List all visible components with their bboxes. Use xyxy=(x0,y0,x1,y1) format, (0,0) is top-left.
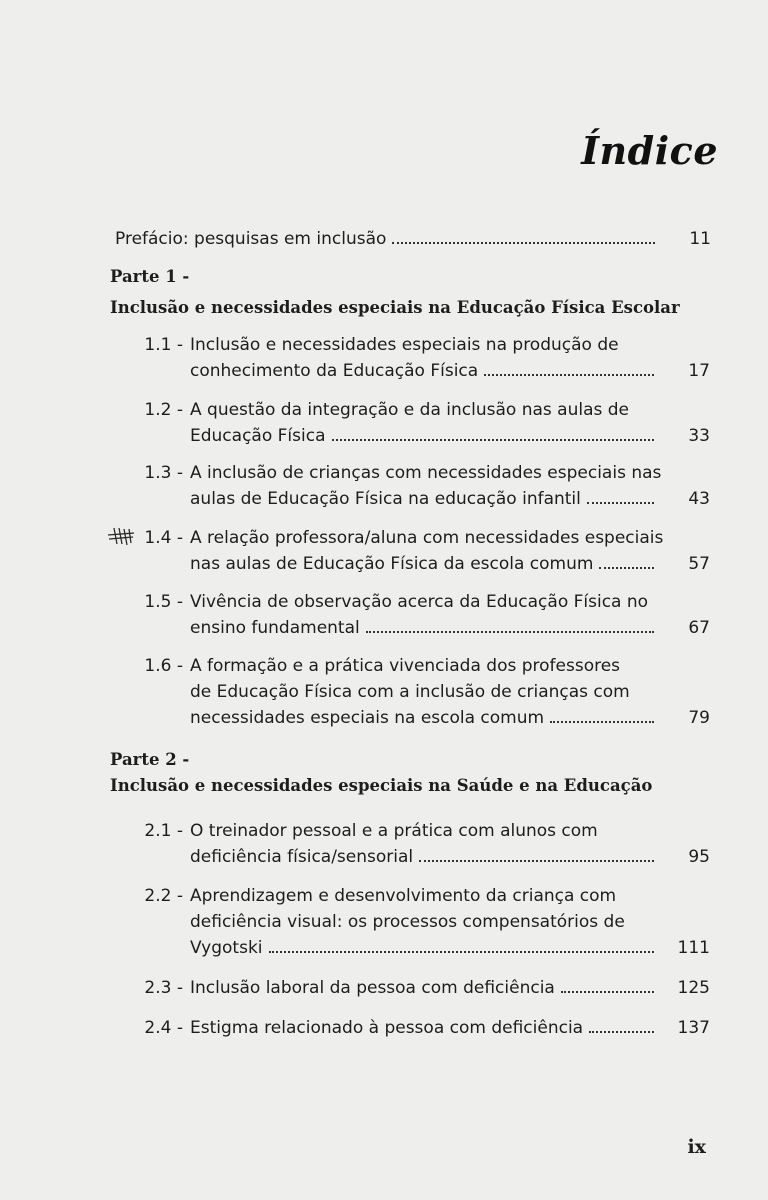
part-2-title: Inclusão e necessidades especiais na Saúde e na Educação xyxy=(110,776,653,795)
entry-number: 2.4 - xyxy=(144,1018,183,1038)
entry-page-number: 137 xyxy=(677,1018,710,1038)
entry-page-number: 57 xyxy=(688,554,710,574)
part-1-title: Inclusão e necessidades especiais na Educação Física Escolar xyxy=(110,298,680,317)
entry-line: deficiência física/sensorial xyxy=(190,847,414,867)
entry-title: Prefácio: pesquisas em inclusão xyxy=(115,229,387,249)
entry-line: A formação e a prática vivenciada dos professores xyxy=(190,656,621,676)
dot-leader xyxy=(599,567,654,569)
part-1-label: Parte 1 - xyxy=(110,267,190,286)
dot-leader xyxy=(561,991,654,993)
entry-line: deficiência visual: os processos compensatórios de xyxy=(190,912,625,932)
entry-page-number: 17 xyxy=(688,361,710,381)
entry-number: 2.3 - xyxy=(144,978,183,998)
entry-line: ensino fundamental xyxy=(190,618,360,638)
entry-line: Inclusão e necessidades especiais na produção de xyxy=(190,335,619,355)
entry-line: Vygotski xyxy=(190,938,263,958)
entry-page-number: 95 xyxy=(688,847,710,867)
dot-leader xyxy=(484,374,654,376)
entry-number: 1.4 - xyxy=(144,528,183,548)
dot-leader xyxy=(589,1031,654,1033)
dot-leader xyxy=(392,242,655,244)
entry-line: conhecimento da Educação Física xyxy=(190,361,479,381)
entry-page-number: 79 xyxy=(688,708,710,728)
entry-line: Vivência de observação acerca da Educação Física no xyxy=(190,592,649,612)
entry-page-number: 111 xyxy=(677,938,710,958)
entry-line: aulas de Educação Física na educação infantil xyxy=(190,489,581,509)
entry-line: Aprendizagem e desenvolvimento da criança com xyxy=(190,886,617,906)
entry-number: 1.1 - xyxy=(144,335,183,355)
part-2-label: Parte 2 - xyxy=(110,750,190,769)
dot-leader xyxy=(332,439,655,441)
entry-line: Estigma relacionado à pessoa com deficiência xyxy=(190,1018,584,1038)
entry-page-number: 33 xyxy=(688,426,710,446)
entry-line: nas aulas de Educação Física da escola comum xyxy=(190,554,594,574)
entry-number: 1.3 - xyxy=(144,463,183,483)
entry-line: A questão da integração e da inclusão nas aulas de xyxy=(190,400,629,420)
entry-number: 1.6 - xyxy=(144,656,183,676)
entry-number: 1.2 - xyxy=(144,400,183,420)
entry-page-number: 11 xyxy=(689,229,711,249)
entry-page-number: 125 xyxy=(677,978,710,998)
dot-leader xyxy=(419,860,654,862)
dot-leader xyxy=(269,951,654,953)
entry-number: 2.2 - xyxy=(144,886,183,906)
entry-page-number: 43 xyxy=(688,489,710,509)
page-number: ix xyxy=(687,1136,706,1158)
dot-leader xyxy=(550,721,654,723)
entry-page-number: 67 xyxy=(688,618,710,638)
dot-leader xyxy=(587,502,654,504)
entry-line: A inclusão de crianças com necessidades especiais nas xyxy=(190,463,662,483)
entry-line: A relação professora/aluna com necessidades especiais xyxy=(190,528,664,548)
toc-entry-preface xyxy=(115,229,711,249)
entry-line: necessidades especiais na escola comum xyxy=(190,708,545,728)
entry-line: Inclusão laboral da pessoa com deficiência xyxy=(190,978,555,998)
entry-line: O treinador pessoal e a prática com alunos com xyxy=(190,821,598,841)
page-title: Índice xyxy=(581,128,718,173)
entry-line: Educação Física xyxy=(190,426,326,446)
entry-line: de Educação Física com a inclusão de crianças com xyxy=(190,682,630,702)
entry-number: 1.5 - xyxy=(144,592,183,612)
entry-number: 2.1 - xyxy=(144,821,183,841)
dot-leader xyxy=(366,631,654,633)
